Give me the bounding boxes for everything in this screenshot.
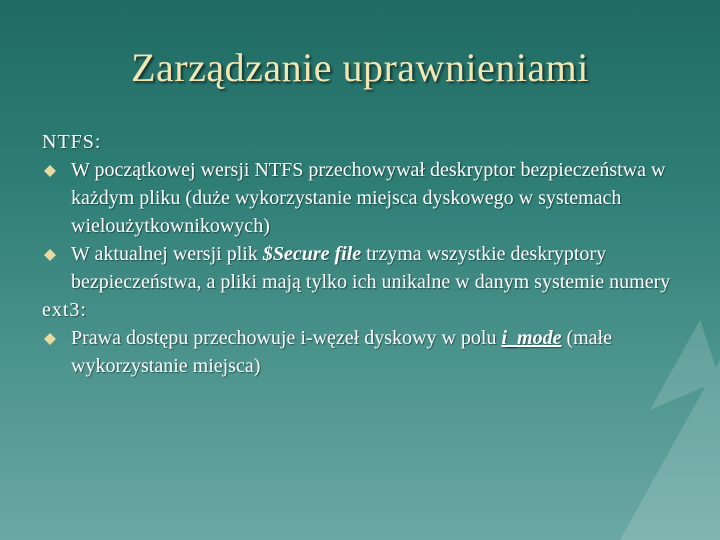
slide-content — [42, 128, 692, 380]
bullet-emphasis: $Secure file — [262, 243, 362, 265]
list-item — [42, 324, 692, 380]
bullet-text: Prawa dostępu przechowuje i-węzeł dyskowy w polu — [71, 327, 502, 349]
bullet-text: (małe wykorzystanie miejsca) — [71, 327, 612, 377]
diamond-bullet-icon — [44, 333, 56, 345]
section-heading-ntfs: NTFS: — [42, 131, 102, 153]
section-heading-ext3: ext3: — [42, 299, 87, 321]
slide-title: Zarządzanie uprawnieniami — [131, 45, 589, 90]
bullet-emphasis: i_mode — [501, 327, 562, 349]
bullet-text: W początkowej wersji NTFS przechowywał deskryptor bezpieczeństwa w każdym pliku (duże wykorzystanie miejsca dyskowego w systemach wieloużytkownikowych) — [71, 159, 666, 237]
bullet-text: trzyma wszystkie deskryptory bezpieczeństwa, a pliki mają tylko ich unikalne w danym systemie numery — [71, 243, 671, 293]
diamond-bullet-icon — [44, 165, 56, 177]
diamond-bullet-icon — [44, 249, 56, 261]
list-item — [42, 240, 692, 296]
list-item — [42, 156, 692, 240]
bullet-text: W aktualnej wersji plik — [71, 243, 263, 265]
